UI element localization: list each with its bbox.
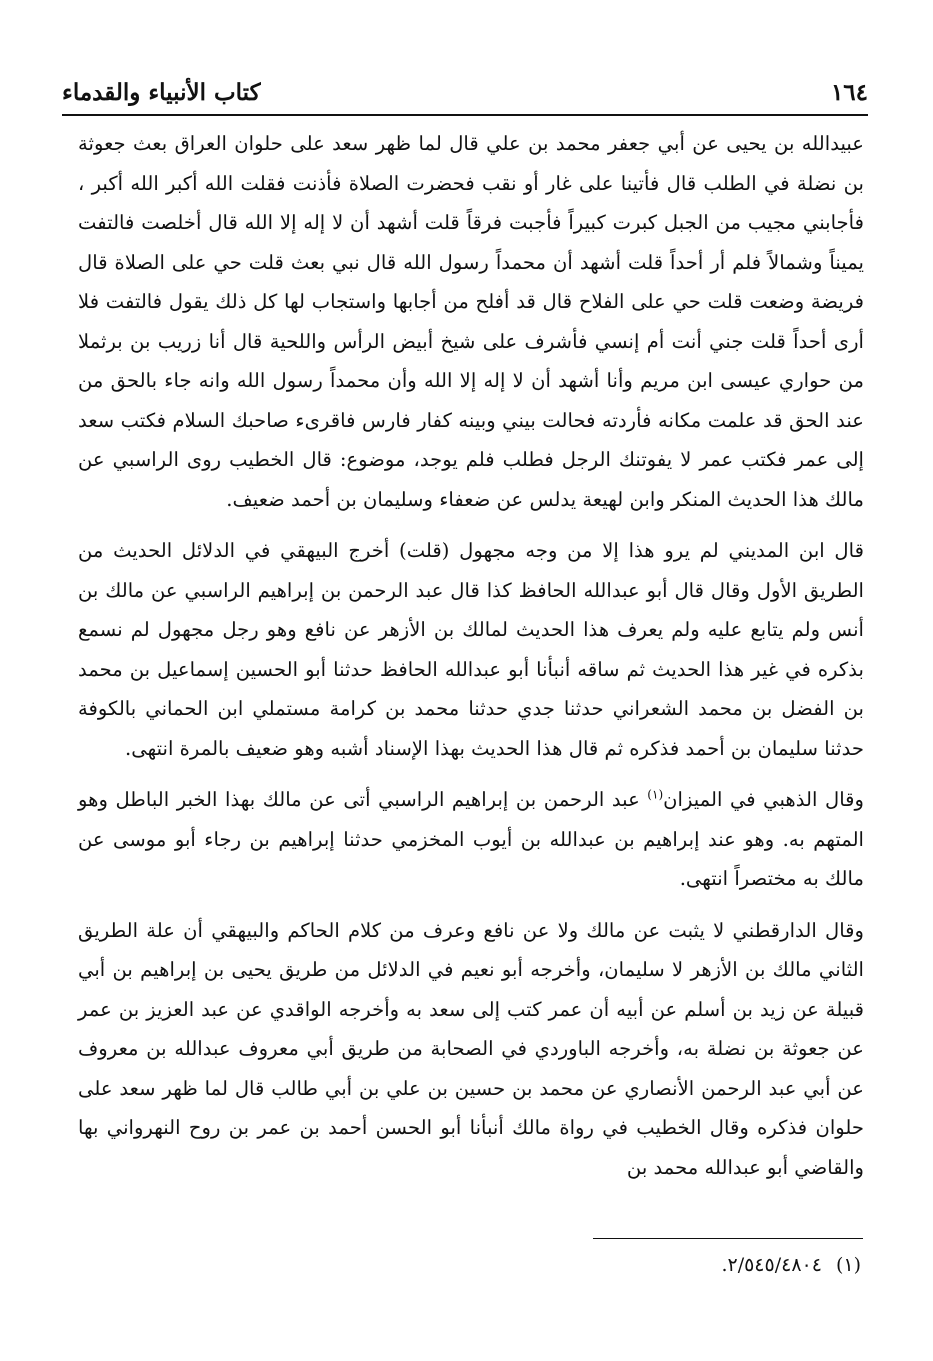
paragraph-4: وقال الدارقطني لا يثبت عن مالك ولا عن نافع وعرف من كلام الحاكم والبيهقي أن علة الطريق الثاني مالك بن الأزهر لا سليمان، وأخرجه أبو نعيم في الدلائل من طريق يحيى بن إبراهيم بن أبي قبيلة عن زيد بن أسلم عن أبيه أن عمر كتب إلى سعد به وأخرجه الواقدي عن عبد العزيز بن عمر عن جعوثة بن نضلة به، وأخرجه الباوردي في الصحابة من طريق أبي معروف عبدالله بن معروف عن أبي عبد الرحمن الأنصاري عن محمد بن حسين بن علي بن أبي طالب قال لما ظهر سعد على حلوان فذكره وقال الخطيب في رواة مالك أنبأنا أبو الحسن أحمد بن عمر بن روح النهرواني بها والقاضي أبو عبدالله محمد بن [78,918,864,1179]
paragraph-3-start: وقال الذهبي في الميزان [663,788,864,811]
book-title: كتاب الأنبياء والقدماء [62,78,261,106]
header-divider [62,114,868,116]
main-text [78,124,864,1187]
paragraph-3-rest: عبد الرحمن بن إبراهيم الراسبي أتى عن مالك بهذا الخبر الباطل وهو المتهم به. وهو عند إبراهيم بن عبدالله بن أيوب المخزمي حدثنا إبراهيم بن رجاء أبو موسى عن مالك به مختصراً انتهى. [78,788,864,890]
footnote-divider [593,1238,863,1239]
paragraph-2: قال ابن المديني لم يرو هذا إلا من وجه مجهول (قلت) أخرج البيهقي في الدلائل الحديث من الطريق الأول وقال قال أبو عبدالله الحافظ كذا قال عبد الرحمن بن إبراهيم الراسبي عن مالك بن أنس ولم يتابع عليه ولم يعرف هذا الحديث لمالك بن الأزهر عن نافع وهو رجل مجهول لم نسمع بذكره في غير هذا الحديث ثم ساقه أنبأنا أبو عبدالله الحافظ حدثنا أبو الحسين إسماعيل بن محمد بن الفضل بن محمد الشعراني حدثنا جدي حدثنا محمد بن كرامة مستملي ابن الحماني بالكوفة حدثنا سليمان بن أحمد فذكره ثم قال هذا الحديث بهذا الإسناد أشبه وهو ضعيف بالمرة انتهى. [78,539,864,760]
page-header [62,70,868,114]
footnote-number: (١) [835,1254,861,1276]
paragraph-3 [78,780,864,899]
page-number: ١٦٤ [830,78,868,106]
footnote-text: ٢/٥٤٥/٤٨٠٤. [721,1254,822,1276]
footnote [721,1250,861,1280]
paragraph-1: عبيدالله بن يحيى عن أبي جعفر محمد بن علي قال لما ظهر سعد على حلوان العراق بعث جعوثة بن نضلة في الطلب قال فأتينا على غار أو نقب فحضرت الصلاة فأذنت فقلت الله أكبر الله أكبر ، فأجابني مجيب من الجبل كبرت كبيراً فأجبت فرقاً قلت أشهد أن لا إله إلا الله قال أخلصت فالتفت يميناً وشمالاً فلم أر أحداً قلت أشهد أن محمداً رسول الله قال نبي بعث قلت حي على الصلاة قال فريضة وضعت قلت حي على الفلاح قال قد أفلح من أجابها واستجاب لها كل ذلك يقول فالتفت فلا أرى أحداً قلت جني أنت أم إنسي فأشرف على شيخ أبيض الرأس واللحية قال أنا زريب بن برثملا من حواري عيسى ابن مريم وأنا أشهد أن لا إله إلا الله وأن محمداً رسول الله وانه جاء بالحق من عند الحق قد علمت مكانه فأردته فحالت بيني وبينه كفار فارس فاقرىء صاحبك السلام فكتب سعد إلى عمر فكتب عمر لا يفوتنك الرجل فطلب فلم يوجد، موضوع: قال الخطيب روى الراسبي عن مالك هذا الحديث المنكر وابن لهيعة يدلس عن ضعفاء وسليمان بن أحمد ضعيف. [78,132,864,511]
footnote-reference[interactable]: (١) [647,787,664,802]
